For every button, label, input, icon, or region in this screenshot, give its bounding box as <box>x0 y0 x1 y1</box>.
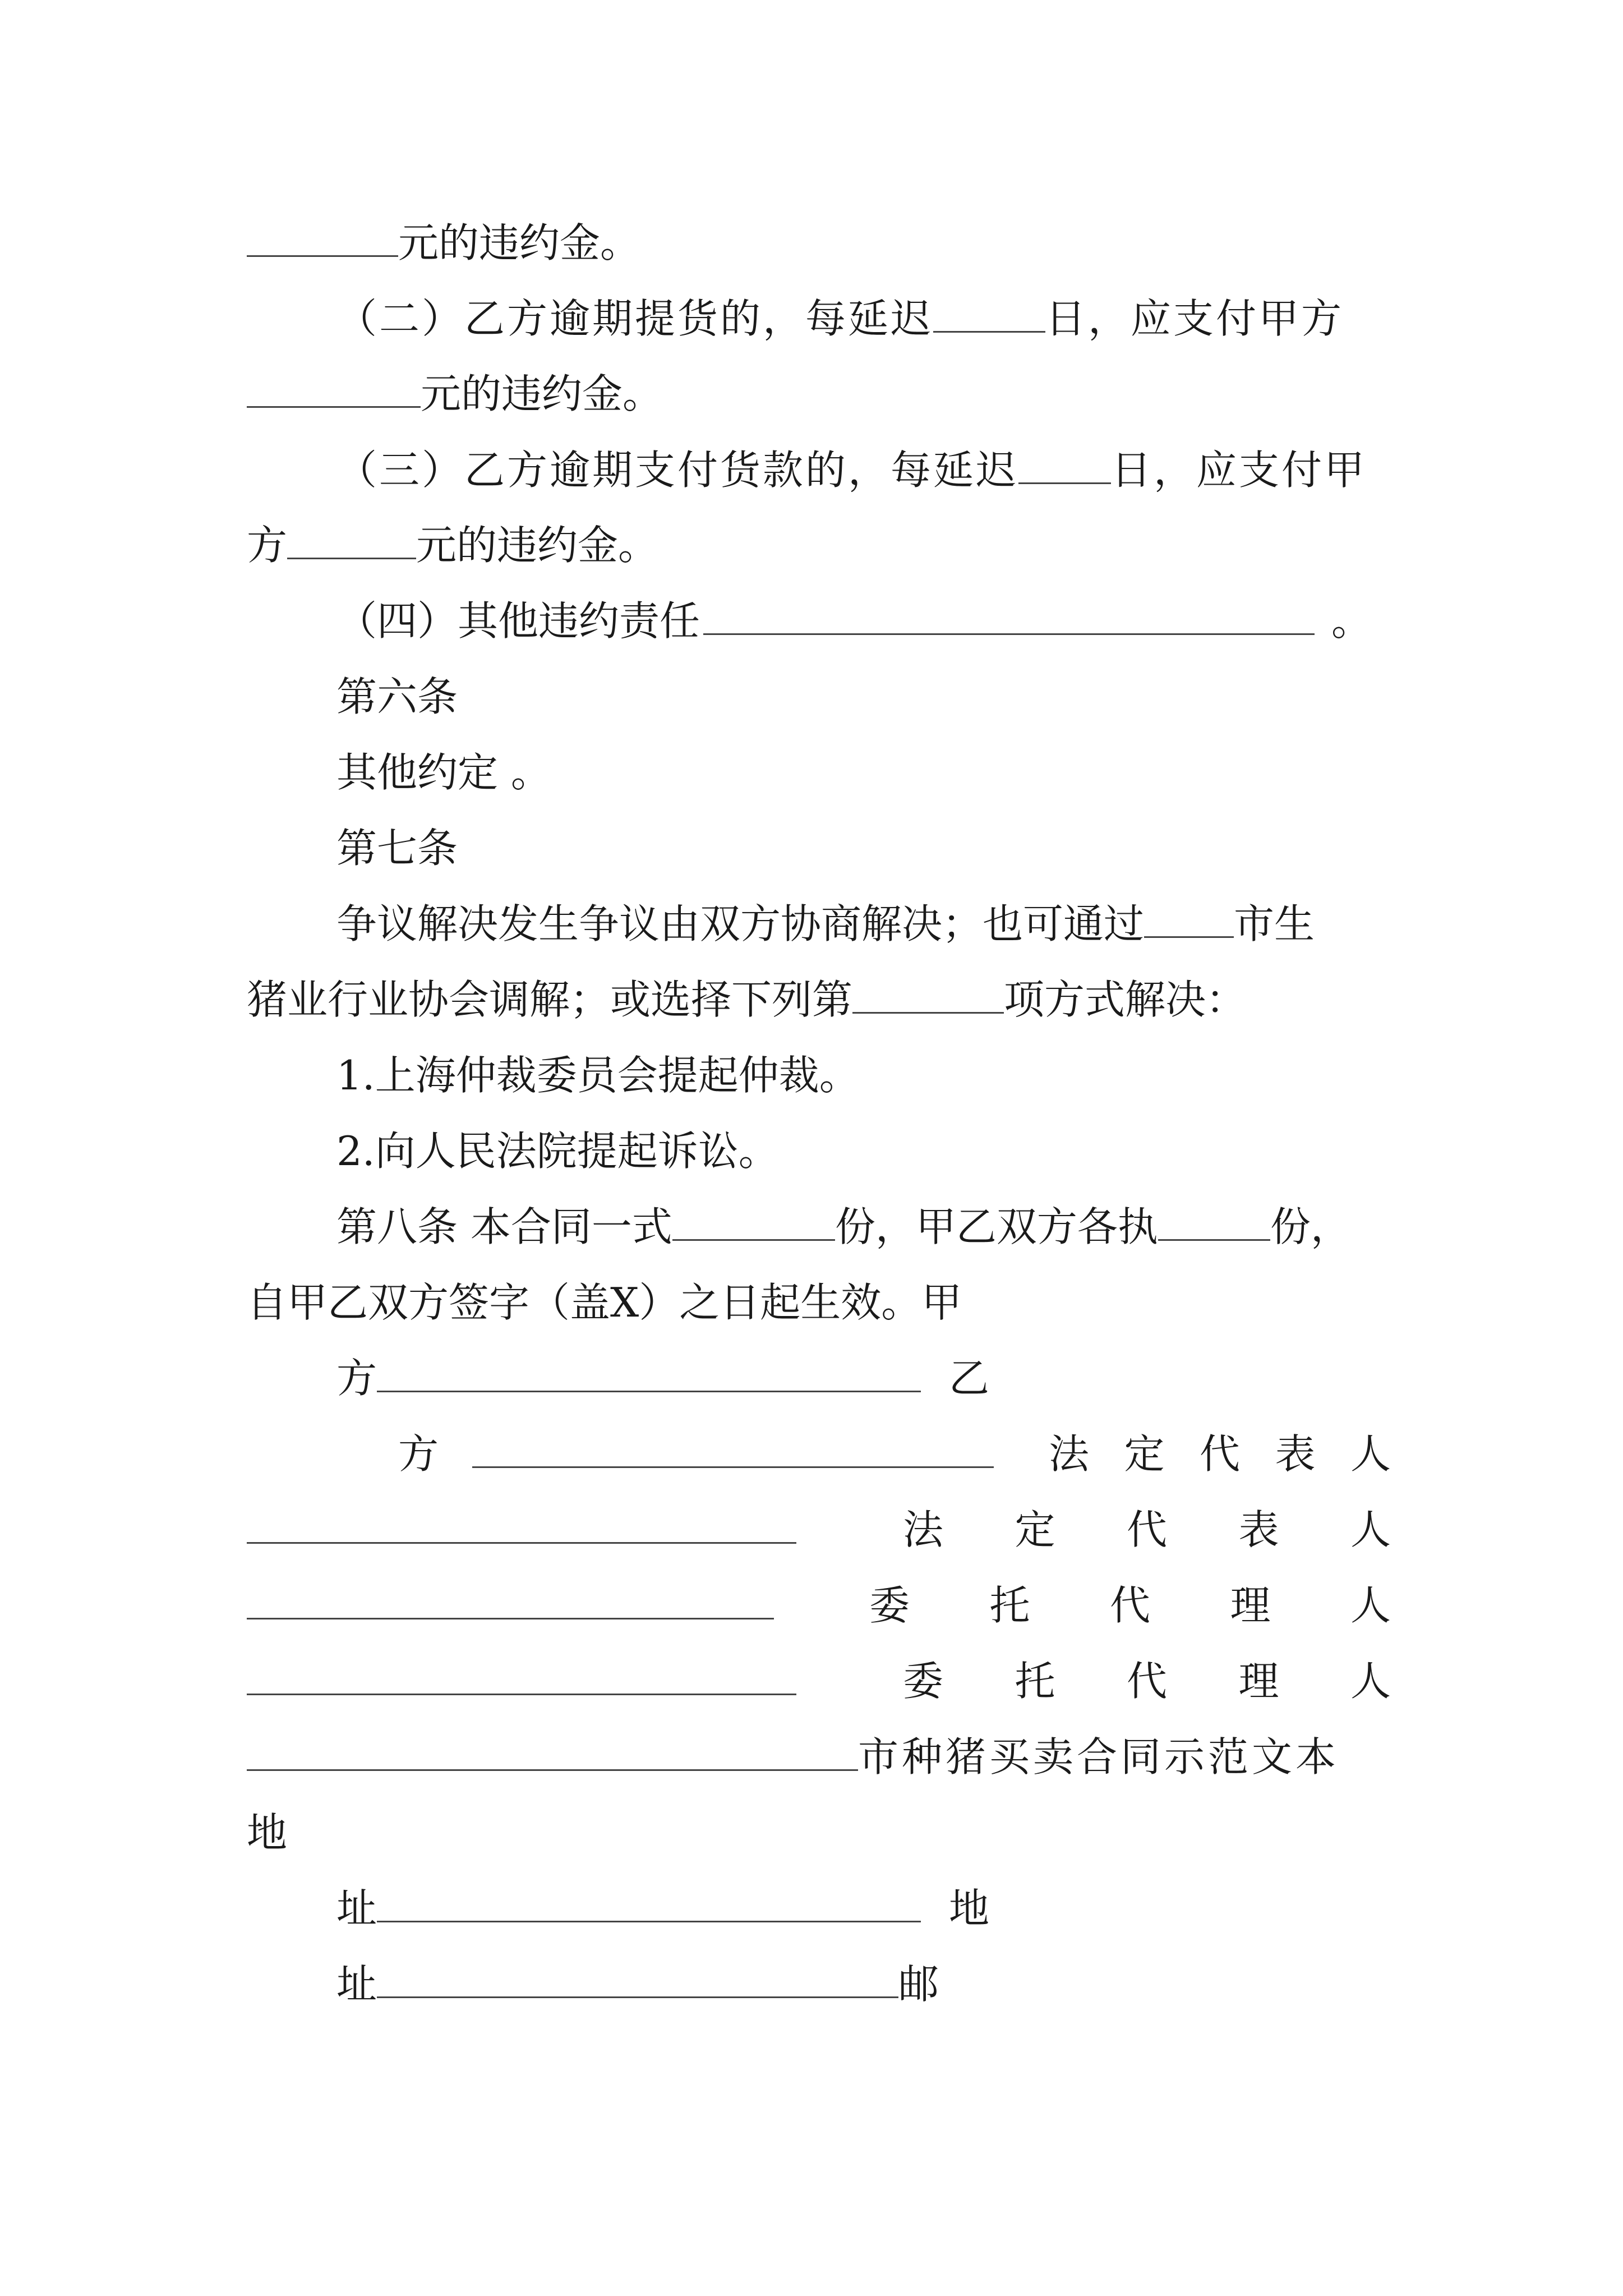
blank-field[interactable] <box>1018 448 1111 484</box>
text: 元的违约金。 <box>421 370 663 417</box>
text: 日，应支付甲 <box>1111 447 1367 494</box>
agent-b-field[interactable] <box>247 1734 858 1771</box>
text: 代 <box>1199 1430 1240 1478</box>
text: 份，甲乙双方各执 <box>834 1203 1158 1250</box>
text: 第七条 <box>336 825 458 872</box>
authorized-agent-label <box>903 1650 1391 1712</box>
blank-field[interactable] <box>247 371 421 408</box>
text: 市生 <box>1234 900 1315 947</box>
penalty-line-1 <box>247 212 1391 274</box>
text: 代 <box>1109 1582 1150 1629</box>
text: 托 <box>1015 1658 1055 1705</box>
penalty-line-3 <box>247 514 1391 576</box>
address-a-line <box>336 1878 1391 1939</box>
agent-b-line <box>247 1726 1391 1788</box>
legal-rep-line <box>247 1499 1391 1561</box>
agent-a-field[interactable] <box>247 1659 796 1695</box>
article-8-line-1 <box>336 1196 1391 1258</box>
option-2 <box>336 1120 1391 1182</box>
party-b-line <box>398 1423 1391 1485</box>
text: 代 <box>1126 1506 1167 1553</box>
text: 乙 <box>949 1355 990 1402</box>
address-label-line <box>247 1802 1391 1864</box>
text: （三）乙方逾期支付货款的，每延迟 <box>336 447 1019 494</box>
text: 。 <box>1331 597 1372 645</box>
text: 理 <box>1230 1582 1271 1629</box>
text: 人 <box>1350 1658 1391 1705</box>
text: 托 <box>989 1582 1030 1629</box>
legal-representative-label <box>1049 1423 1391 1485</box>
legal-representative-label <box>903 1499 1391 1561</box>
text: 理 <box>1238 1658 1279 1705</box>
text: 方 <box>398 1430 439 1478</box>
text: 2.向人民法院提起诉讼。 <box>336 1128 779 1175</box>
text: 1.上海仲裁委员会提起仲裁。 <box>336 1052 860 1099</box>
text: 委 <box>869 1582 910 1629</box>
blank-field[interactable] <box>703 599 1315 635</box>
text: 代 <box>1126 1658 1167 1705</box>
text: 人 <box>1350 1506 1391 1553</box>
blank-field[interactable] <box>287 523 416 559</box>
text: 其他约定 。 <box>336 749 551 796</box>
party-a-line <box>336 1347 1391 1409</box>
clause-5-2-line <box>336 288 1391 349</box>
article-8-line-2 <box>247 1272 1391 1333</box>
text: 法 <box>1049 1430 1090 1478</box>
text: 方 <box>336 1355 377 1402</box>
address-b-line <box>336 1953 1391 2015</box>
blank-field[interactable] <box>852 977 1004 1014</box>
blank-field[interactable] <box>933 296 1045 333</box>
text: 定 <box>1015 1506 1055 1553</box>
legal-rep-b-field[interactable] <box>247 1583 774 1619</box>
text: 址 <box>336 1961 377 2008</box>
text: 份， <box>1270 1203 1351 1250</box>
clause-5-4-line <box>336 590 1391 652</box>
party-a-field[interactable] <box>377 1356 921 1392</box>
text: （四）其他违约责任 <box>336 597 700 645</box>
article-7-line-2 <box>247 969 1391 1030</box>
text: 址 <box>336 1885 377 1932</box>
text: （二）乙方逾期提货的，每延迟 <box>336 295 934 342</box>
text: 人 <box>1350 1430 1391 1478</box>
text: 元的违约金。 <box>398 219 641 266</box>
address-a-field[interactable] <box>377 1886 921 1922</box>
text: 猪业行业协会调解；或选择下列第 <box>247 976 853 1023</box>
text: 市种猪买卖合同示范文本 <box>858 1733 1340 1780</box>
article-7-line-1 <box>336 893 1391 955</box>
text: 方 <box>247 522 288 569</box>
legal-rep-a-field[interactable] <box>247 1507 796 1544</box>
agent-line-2 <box>247 1650 1391 1712</box>
text: 表 <box>1275 1430 1316 1478</box>
article-6-body <box>336 742 1391 803</box>
blank-field[interactable] <box>672 1204 835 1241</box>
address-b-field[interactable] <box>377 1962 898 1998</box>
text: 邮 <box>898 1961 939 2008</box>
clause-5-3-line <box>336 439 1391 501</box>
text: 法 <box>903 1506 944 1553</box>
article-6-heading <box>336 666 1391 728</box>
text: 争议解决发生争议由双方协商解决；也可通过 <box>336 900 1145 947</box>
text: 定 <box>1124 1430 1165 1478</box>
text: 地 <box>247 1809 288 1856</box>
article-7-heading <box>336 817 1391 879</box>
text: 元的违约金。 <box>416 522 659 569</box>
text: 项方式解决： <box>1004 976 1247 1023</box>
text: 日，应支付甲方 <box>1045 295 1344 342</box>
text: 自甲乙双方签字（盖X）之日起生效。甲 <box>247 1279 962 1326</box>
option-1 <box>336 1045 1391 1106</box>
authorized-agent-label <box>869 1575 1391 1636</box>
penalty-line-2 <box>247 363 1391 425</box>
agent-line-1 <box>247 1575 1391 1636</box>
text: 委 <box>903 1658 944 1705</box>
text: 第六条 <box>336 673 458 720</box>
text: 人 <box>1350 1582 1391 1629</box>
blank-field[interactable] <box>1144 901 1234 938</box>
text: 第八条 本合同一式 <box>336 1203 672 1250</box>
party-b-field[interactable] <box>472 1432 994 1468</box>
blank-field[interactable] <box>1158 1204 1270 1241</box>
blank-field[interactable] <box>247 220 398 257</box>
text: 表 <box>1238 1506 1279 1553</box>
text: 地 <box>949 1885 990 1932</box>
